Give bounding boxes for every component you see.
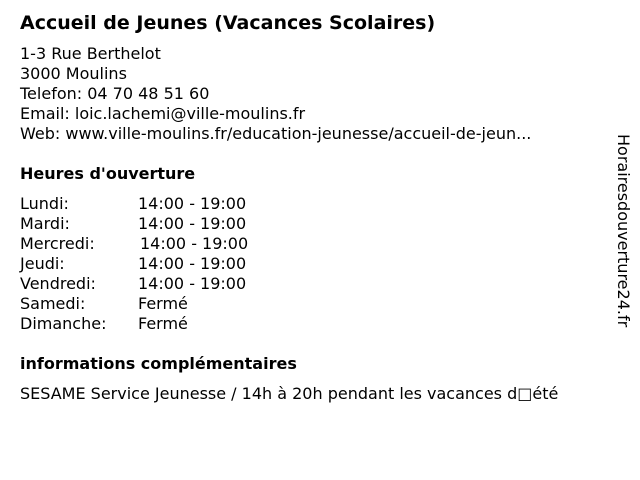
hours-row-mardi: [20, 214, 248, 234]
day-label: Mercredi:: [20, 234, 95, 253]
hours-value: 14:00 - 19:00: [138, 274, 247, 293]
address-city: 3000 Moulins: [20, 64, 127, 83]
day-label: Lundi:: [20, 194, 69, 213]
watermark-text: Horairesdouverture24.fr: [614, 134, 633, 328]
additional-info-heading: informations complémentaires: [20, 354, 297, 373]
day-label: Samedi:: [20, 294, 86, 313]
hours-row-samedi: [20, 294, 248, 314]
hours-value: 14:00 - 19:00: [138, 194, 247, 213]
site-watermark: [611, 134, 631, 374]
day-label: Dimanche:: [20, 314, 107, 333]
hours-value: Fermé: [138, 294, 188, 313]
address-street: 1-3 Rue Berthelot: [20, 44, 161, 63]
page-title: Accueil de Jeunes (Vacances Scolaires): [20, 12, 436, 34]
phone-number: Telefon: 04 70 48 51 60: [20, 84, 210, 103]
hours-row-vendredi: [20, 274, 248, 294]
contact-block: [20, 44, 531, 144]
hours-value: 14:00 - 19:00: [138, 254, 247, 273]
hours-row-mercredi: [20, 234, 248, 254]
opening-hours-table: [20, 194, 248, 334]
hours-row-dimanche: [20, 314, 248, 334]
day-label: Jeudi:: [20, 254, 65, 273]
additional-info-text: SESAME Service Jeunesse / 14h à 20h pendant les vacances d□été: [20, 384, 559, 403]
opening-hours-heading: Heures d'ouverture: [20, 164, 196, 183]
hours-value: 14:00 - 19:00: [140, 234, 249, 253]
hours-value: 14:00 - 19:00: [138, 214, 247, 233]
hours-row-lundi: [20, 194, 248, 214]
website-url: Web: www.ville-moulins.fr/education-jeunesse/accueil-de-jeun...: [20, 124, 532, 143]
hours-value: Fermé: [138, 314, 188, 333]
day-label: Mardi:: [20, 214, 70, 233]
day-label: Vendredi:: [20, 274, 96, 293]
hours-row-jeudi: [20, 254, 248, 274]
email-address: Email: loic.lachemi@ville-moulins.fr: [20, 104, 306, 123]
